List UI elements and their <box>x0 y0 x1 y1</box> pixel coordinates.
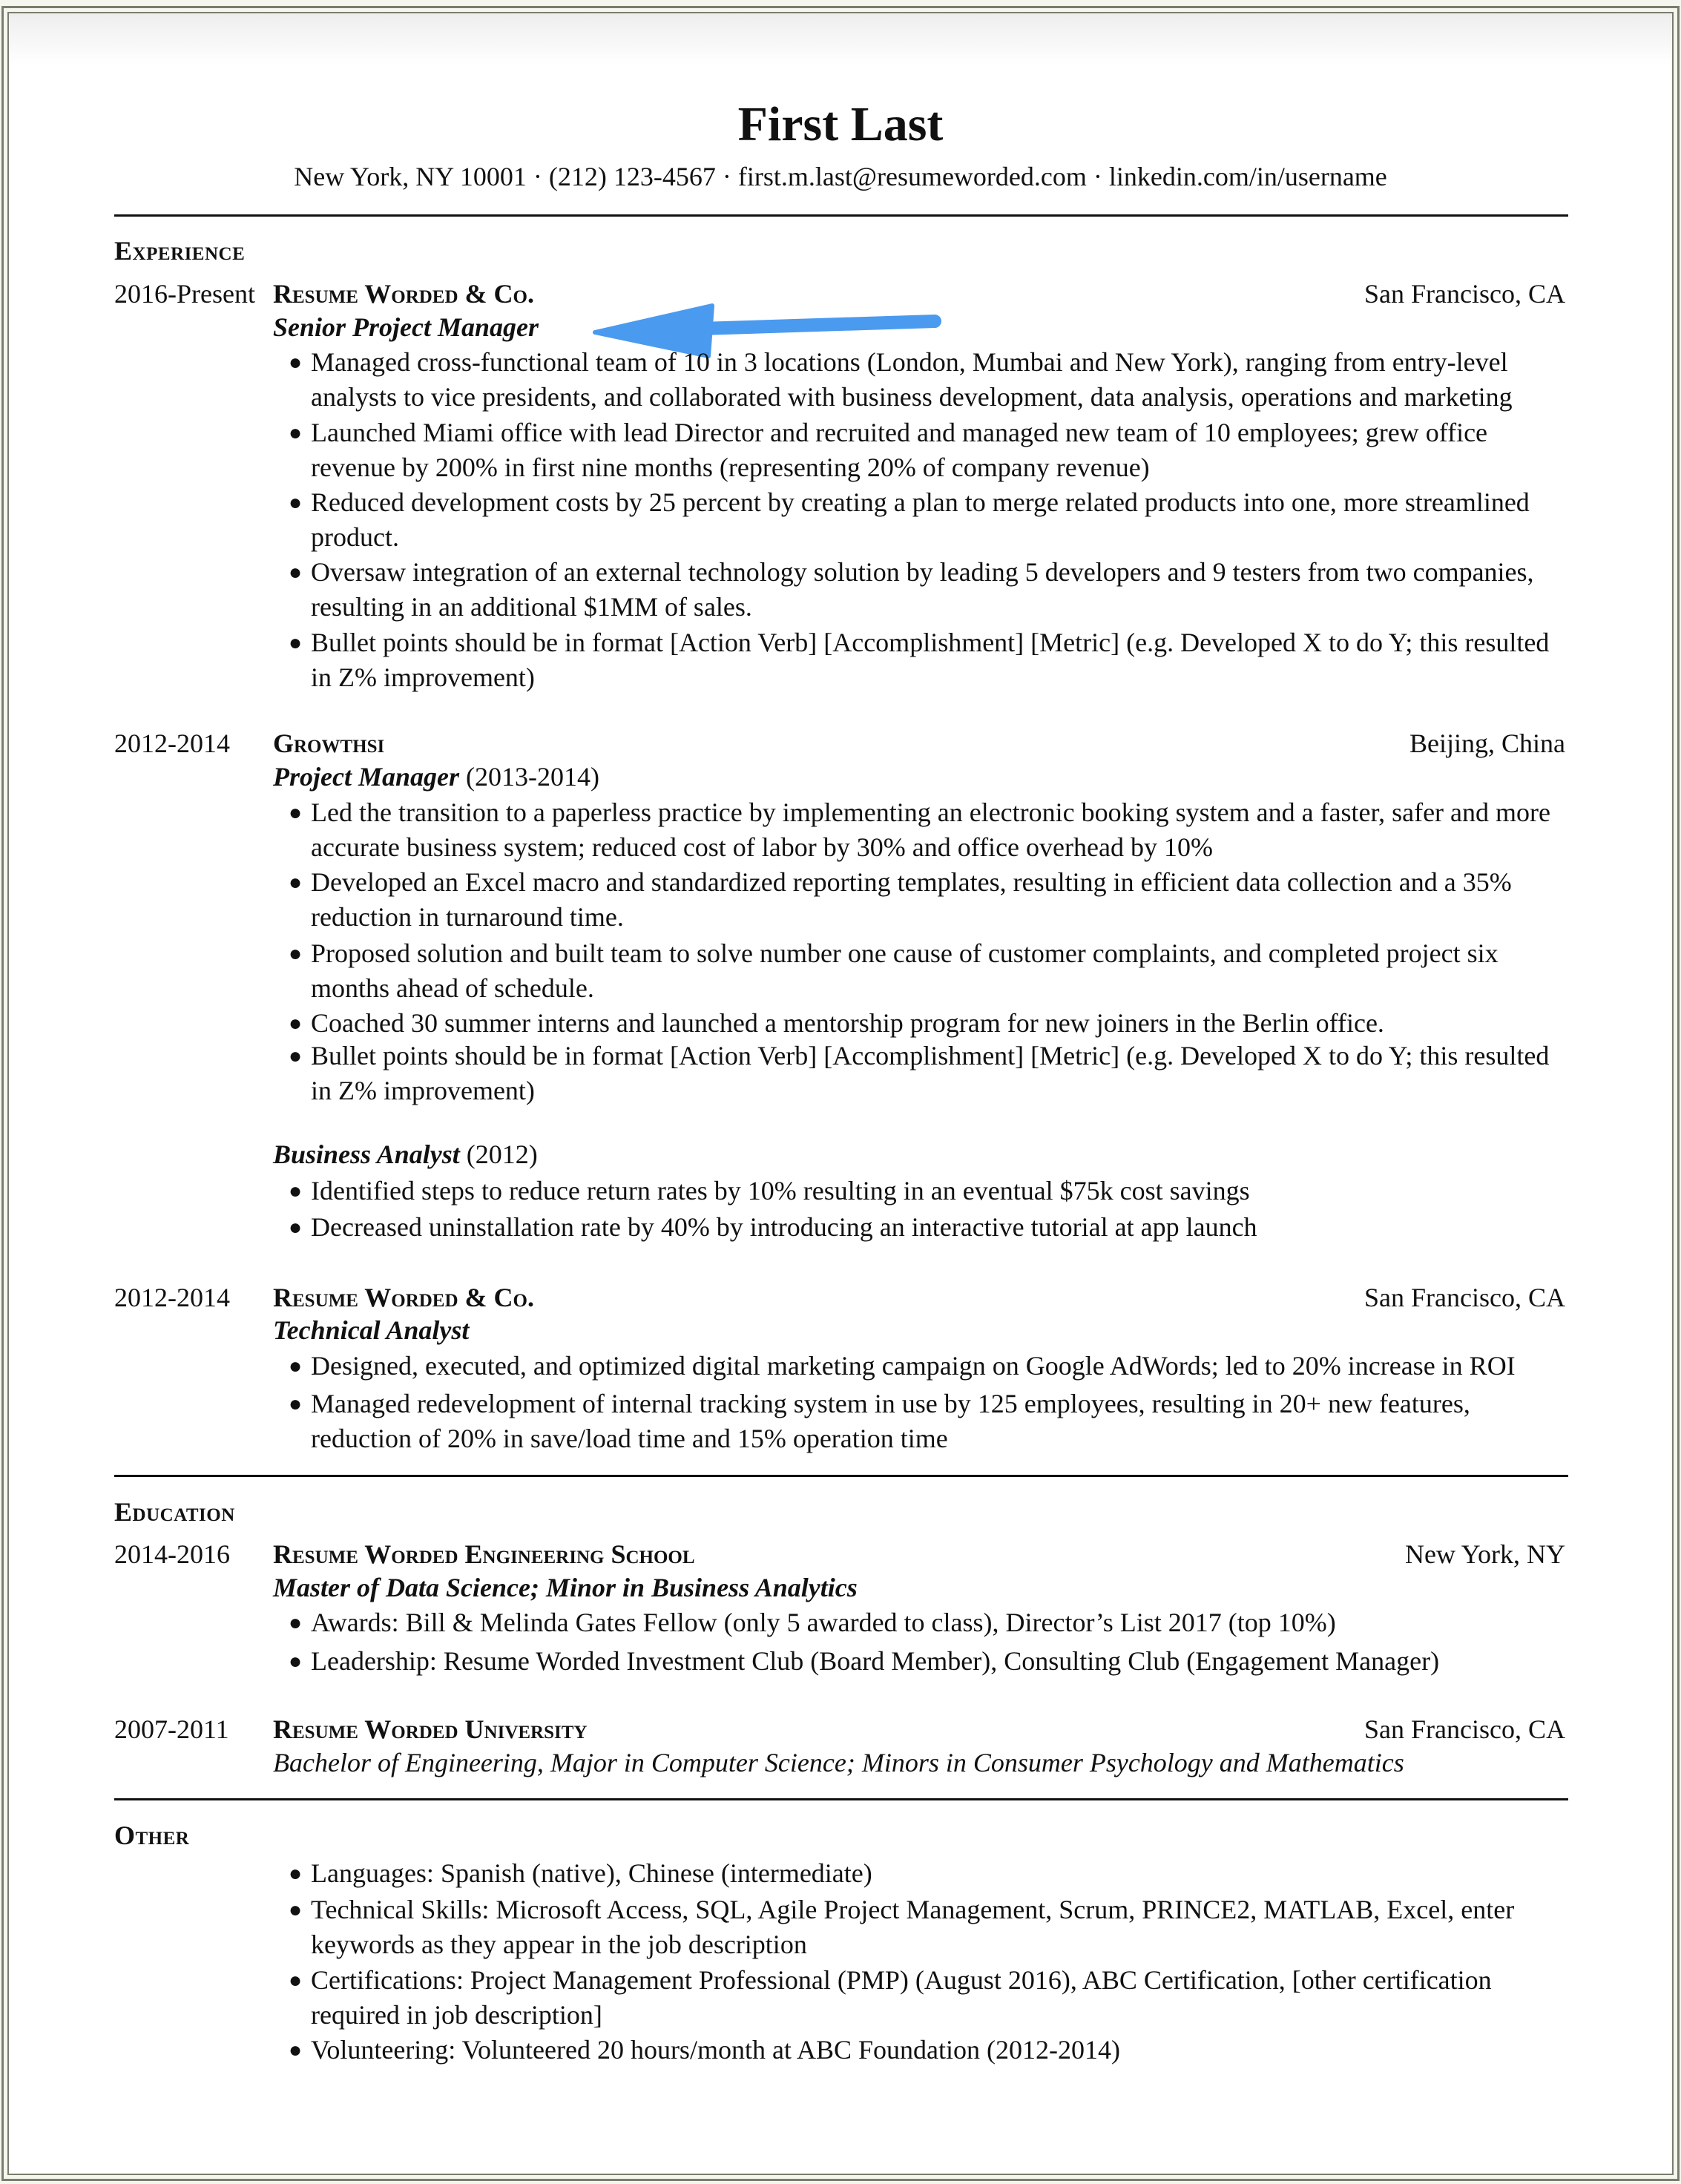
divider <box>114 1798 1568 1800</box>
contact-line: New York, NY 10001 · (212) 123-4567 · first.m.last@resumeworded.com · linkedin.com/in/username <box>294 162 1387 191</box>
bullet-item: ● Oversaw integration of an external technology solution by leading 5 developers and 9 testers from two companies, resulting in an additional $1MM of sales. <box>289 555 1568 625</box>
entry-date: 2012-2014 <box>114 1283 230 1312</box>
bullet-item: ● Awards: Bill & Melinda Gates Fellow (only 5 awarded to class), Director’s List 2017 (top 10%) <box>289 1605 1568 1640</box>
entry-location: Beijing, China <box>1409 728 1565 758</box>
entry-date: 2012-2014 <box>114 728 230 758</box>
entry-location: San Francisco, CA <box>1364 279 1565 309</box>
bullet-item: ● Leadership: Resume Worded Investment Club (Board Member), Consulting Club (Engagement Manager) <box>289 1644 1568 1679</box>
entry-location: San Francisco, CA <box>1364 1283 1565 1312</box>
divider <box>114 214 1568 217</box>
bullet-dot-icon: ● <box>289 490 303 515</box>
bullet-dot-icon: ● <box>289 350 303 375</box>
role-line <box>273 760 599 795</box>
role-title: Technical Analyst <box>273 1315 470 1345</box>
section-title-other: Other <box>114 1820 190 1850</box>
divider <box>114 1475 1568 1477</box>
bullet-dot-icon: ● <box>289 800 303 825</box>
bullet-dot-icon: ● <box>289 560 303 585</box>
role-title: Business Analyst <box>273 1139 460 1169</box>
bullet-dot-icon: ● <box>289 1044 303 1068</box>
bullet-item: ● Volunteering: Volunteered 20 hours/month at ABC Foundation (2012-2014) <box>289 2033 1568 2068</box>
bullet-item: ● Launched Miami office with lead Director and recruited and managed new team of 10 employees; grew office revenue by 200% in first nine months (representing 20% of company revenue) <box>289 415 1568 485</box>
bullet-dot-icon: ● <box>289 421 303 445</box>
entry-institution: Resume Worded Engineering School <box>273 1539 695 1569</box>
bullet-item: ● Proposed solution and built team to solve number one cause of customer complaints, and completed project six months ahead of schedule. <box>289 936 1568 1006</box>
education-entry-header <box>114 1537 1565 1572</box>
bullet-dot-icon: ● <box>289 1011 303 1036</box>
bullet-dot-icon: ● <box>289 1861 303 1886</box>
bullet-dot-icon: ● <box>289 1392 303 1416</box>
bullet-dot-icon: ● <box>289 1898 303 1922</box>
entry-location: San Francisco, CA <box>1364 1714 1565 1744</box>
entry-institution: Resume Worded University <box>273 1714 588 1744</box>
bullet-dot-icon: ● <box>289 1215 303 1240</box>
role-title: Project Manager <box>273 762 459 792</box>
bullet-item: ● Identified steps to reduce return rates by 10% resulting in an eventual $75k cost savings <box>289 1174 1568 1208</box>
entry-organization: Resume Worded & Co. <box>273 279 534 309</box>
bullet-dot-icon: ● <box>289 631 303 655</box>
bullet-dot-icon: ● <box>289 1649 303 1674</box>
entry-location: New York, NY <box>1404 1539 1565 1569</box>
entry-date: 2016-Present <box>114 279 255 309</box>
candidate-name: First Last <box>737 97 944 151</box>
bullet-dot-icon: ● <box>289 1179 303 1203</box>
bullet-item: ● Certifications: Project Management Professional (PMP) (August 2016), ABC Certification, [other certification required in job description] <box>289 1963 1568 2033</box>
bullet-item: ● Bullet points should be in format [Action Verb] [Accomplishment] [Metric] (e.g. Developed X to do Y; this resulted in Z% improvement) <box>289 1039 1568 1108</box>
bullet-item: ● Reduced development costs by 25 percent by creating a plan to merge related products into one, more streamlined product. <box>289 485 1568 555</box>
bullet-dot-icon: ● <box>289 2038 303 2062</box>
role-period: (2012) <box>466 1139 538 1169</box>
bullet-item: ● Coached 30 summer interns and launched a mentorship program for new joiners in the Berlin office. <box>289 1006 1568 1041</box>
degree-title: Master of Data Science; Minor in Business Analytics <box>273 1573 858 1602</box>
bullet-dot-icon: ● <box>289 1968 303 1993</box>
bullet-item: ● Designed, executed, and optimized digital marketing campaign on Google AdWords; led to 20% increase in ROI <box>289 1349 1568 1384</box>
role-line <box>273 1313 469 1348</box>
bullet-item: ● Bullet points should be in format [Action Verb] [Accomplishment] [Metric] (e.g. Developed X to do Y; this resulted in Z% improvement) <box>289 625 1568 695</box>
role-line <box>273 310 539 345</box>
page-top-shade <box>9 13 1672 65</box>
role-line <box>273 1137 538 1172</box>
section-title-experience: Experience <box>114 236 246 266</box>
section-title-education: Education <box>114 1497 235 1527</box>
bullet-dot-icon: ● <box>289 941 303 966</box>
bullet-item: ● Led the transition to a paperless practice by implementing an electronic booking system and a faster, safer and more accurate business system; reduced cost of labor by 30% and office overhead by 10% <box>289 795 1568 865</box>
bullet-dot-icon: ● <box>289 1611 303 1635</box>
degree-title: Bachelor of Engineering, Major in Computer Science; Minors in Consumer Psychology and Mathematics <box>273 1748 1404 1777</box>
entry-date: 2007-2011 <box>114 1714 229 1744</box>
entry-date: 2014-2016 <box>114 1539 230 1569</box>
bullet-item: ● Decreased uninstallation rate by 40% by introducing an interactive tutorial at app launch <box>289 1210 1568 1245</box>
bullet-item: ● Developed an Excel macro and standardized reporting templates, resulting in efficient data collection and a 35% reduction in turnaround time. <box>289 865 1568 935</box>
bullet-dot-icon: ● <box>289 870 303 895</box>
bullet-dot-icon: ● <box>289 1354 303 1378</box>
entry-organization: Resume Worded & Co. <box>273 1283 534 1312</box>
role-period: (2013-2014) <box>465 762 599 792</box>
experience-entry-header <box>114 726 1565 761</box>
role-title: Senior Project Manager <box>273 312 539 342</box>
entry-organization: Growthsi <box>273 728 385 758</box>
bullet-item: ● Managed cross-functional team of 10 in 3 locations (London, Mumbai and New York), ranging from entry-level analysts to vice presidents, and collaborated with business development, data analysis, operations and marketing <box>289 345 1568 415</box>
bullet-item: ● Technical Skills: Microsoft Access, SQL, Agile Project Management, Scrum, PRINCE2, MATLAB, Excel, enter keywords as they appear in the job description <box>289 1892 1568 1962</box>
education-entry-header <box>114 1712 1565 1747</box>
experience-entry-header <box>114 1280 1565 1315</box>
bullet-item: ● Languages: Spanish (native), Chinese (intermediate) <box>289 1856 1568 1891</box>
bullet-item: ● Managed redevelopment of internal tracking system in use by 125 employees, resulting in 20+ new features, reduction of 20% in save/load time and 15% operation time <box>289 1387 1568 1456</box>
